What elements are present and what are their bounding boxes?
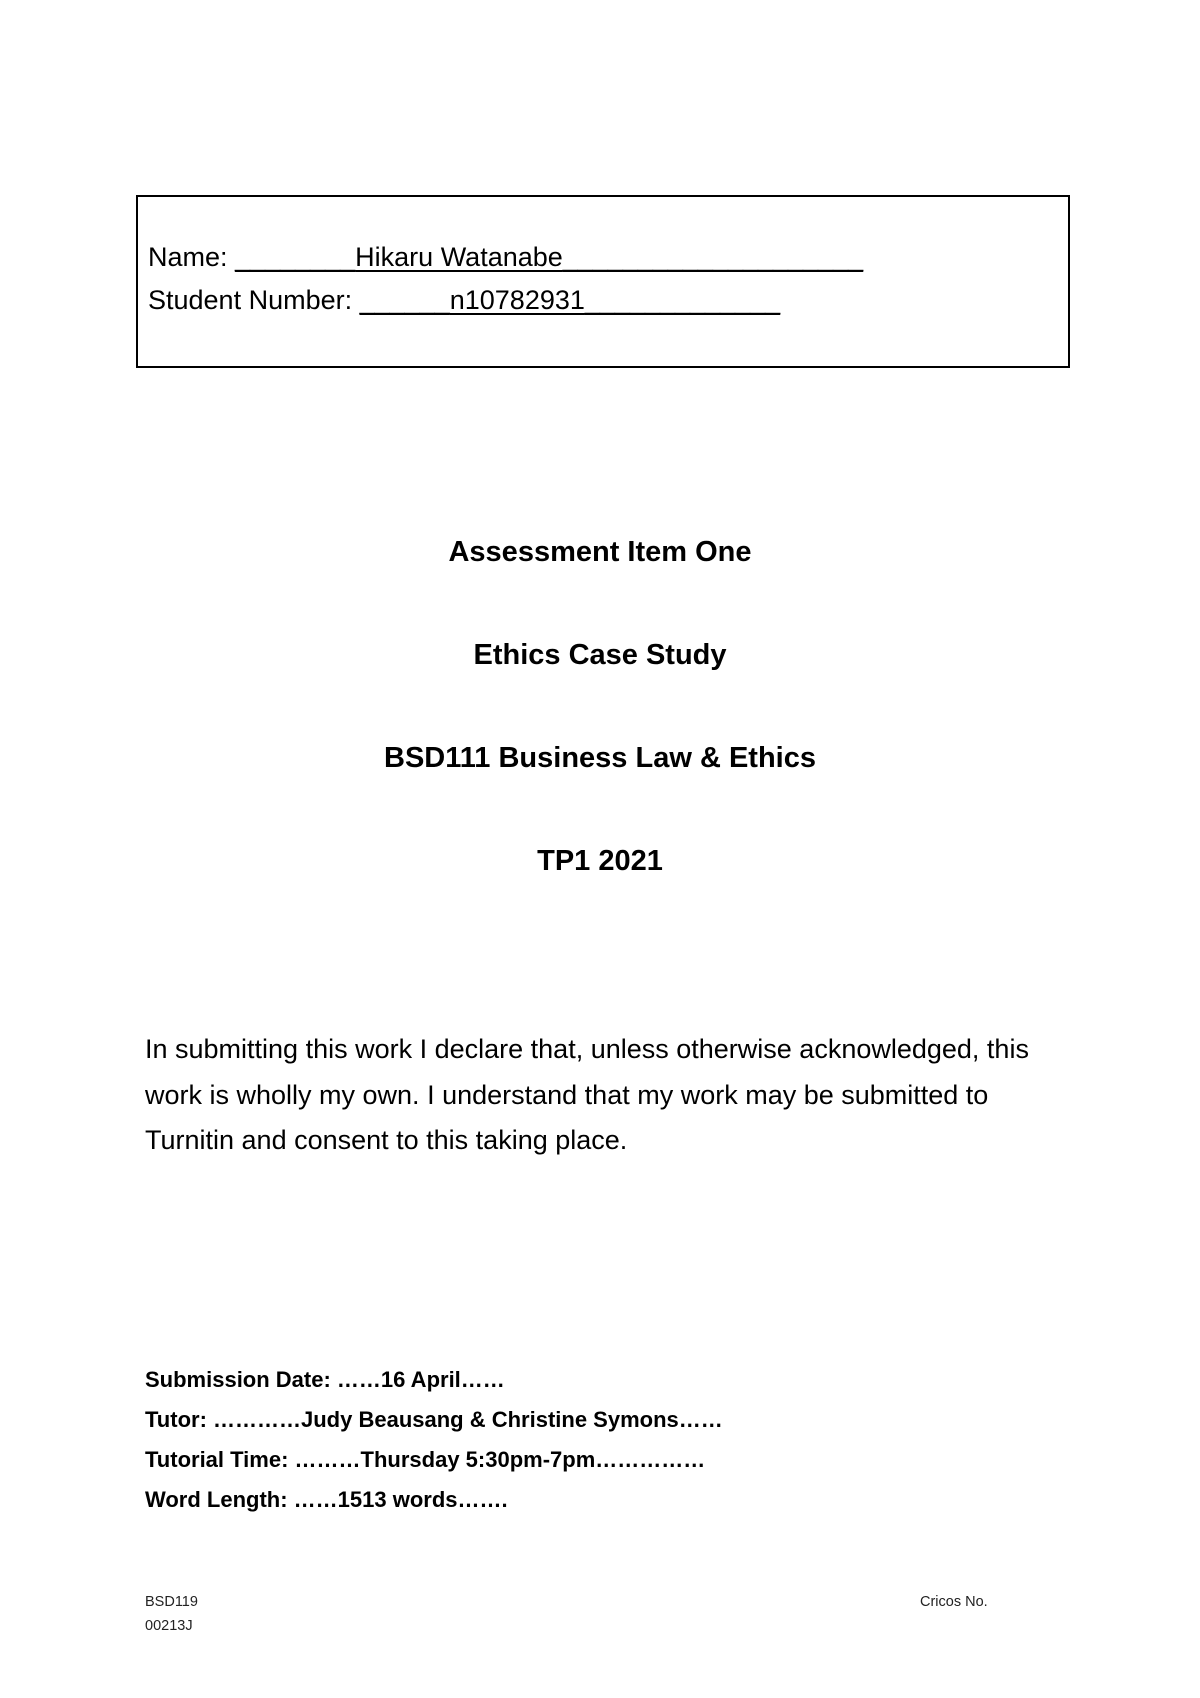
submission-details (145, 1360, 1065, 1520)
name-value: Hikaru Watanabe (355, 242, 563, 272)
name-line (148, 240, 863, 274)
tutorial-time: Tutorial Time: ………Thursday 5:30pm-7pm…………… (145, 1447, 706, 1472)
unit-heading: BSD111 Business Law & Ethics (384, 742, 816, 774)
student-number-field (360, 285, 780, 315)
term-heading: TP1 2021 (537, 845, 663, 877)
footer-unit-code: BSD119 (145, 1594, 198, 1610)
footer-left (145, 1590, 198, 1638)
footer-provider-code: 00213J (145, 1618, 193, 1634)
name-label: Name: (148, 242, 236, 272)
student-number-line (148, 283, 780, 317)
student-number-blank-before: ______ (359, 285, 450, 315)
case-study-heading: Ethics Case Study (473, 639, 727, 671)
footer-cricos: Cricos No. (920, 1594, 988, 1610)
submission-date: Submission Date: ……16 April…… (145, 1367, 505, 1392)
tutor: Tutor: …………Judy Beausang & Christine Symons…… (145, 1407, 723, 1432)
name-field (235, 242, 863, 272)
word-length: Word Length: ……1513 words……. (145, 1487, 508, 1512)
title-block (0, 534, 1200, 946)
student-number-label: Student Number: (148, 285, 360, 315)
name-blank-after: ____________________ (562, 242, 864, 272)
assessment-item-heading: Assessment Item One (448, 536, 752, 568)
student-number-value: n10782931 (449, 285, 585, 315)
student-number-blank-after: _____________ (584, 285, 781, 315)
declaration-paragraph: In submitting this work I declare that, unless otherwise acknowledged, this work is wholly my own. I understand that my work may be submitted to Turnitin and consent to this taking place. (145, 1034, 1029, 1155)
name-blank-before: ________ (235, 242, 356, 272)
student-id-box (136, 195, 1070, 368)
